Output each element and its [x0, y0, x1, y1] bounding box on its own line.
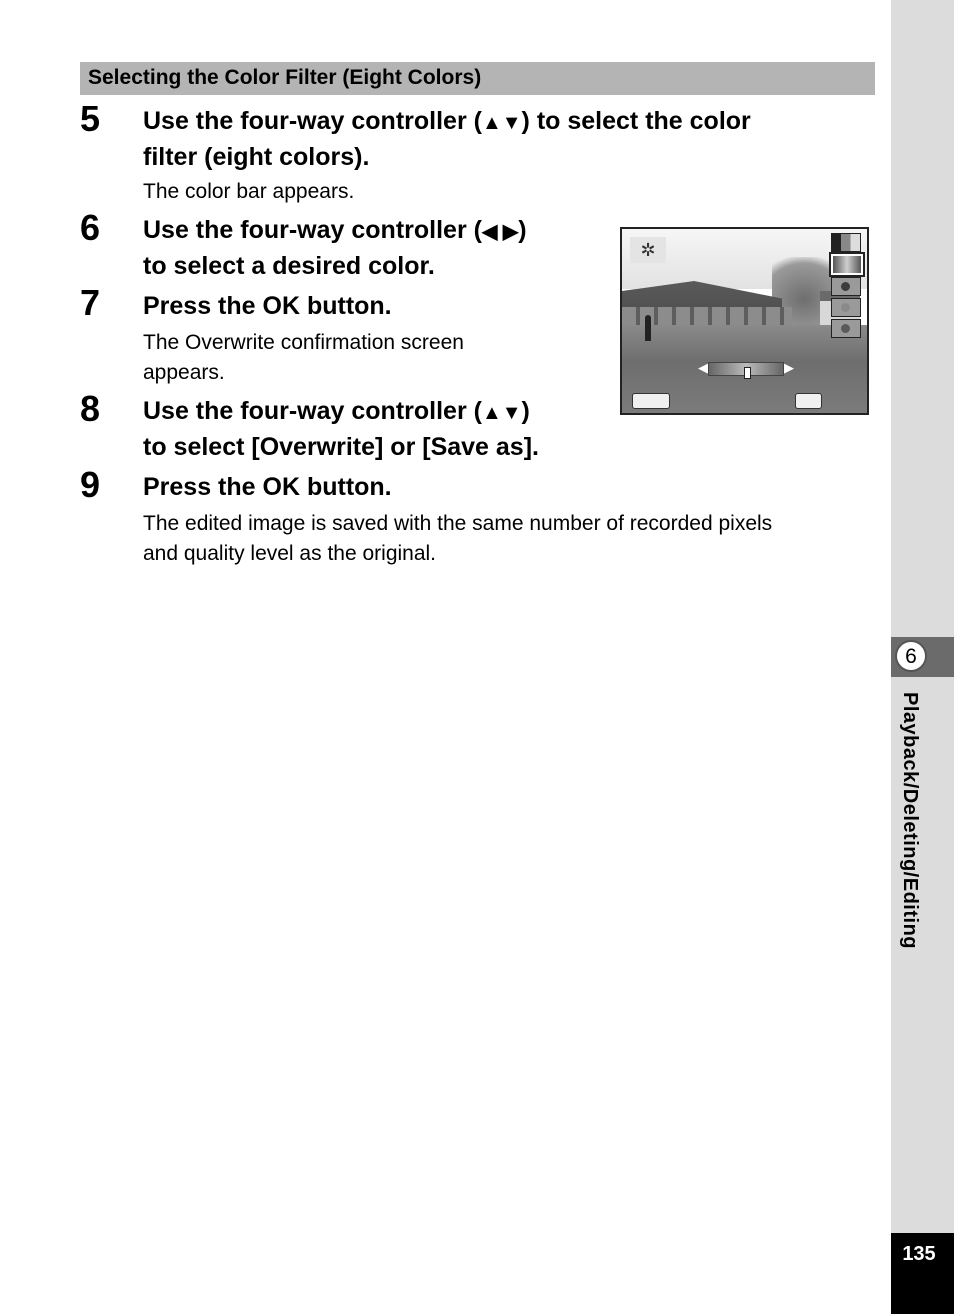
step-description: The edited image is saved with the same number of recorded pixels and quality level as the original. [143, 512, 773, 565]
ok-button-icon [795, 393, 822, 409]
step-title: Press the OK button. [143, 473, 392, 501]
swatch-dot [841, 282, 850, 291]
slider-track [708, 362, 784, 376]
step-title: Use the four-way controller (▲▼) to select the color filter (eight colors). [143, 107, 751, 171]
photo-person [645, 315, 651, 341]
left-arrow-icon: ◀ [698, 360, 708, 375]
color-swatch-selected [831, 254, 863, 275]
color-swatch [831, 298, 861, 317]
step-title: Use the four-way controller (▲▼) to select [Overwrite] or [Save as]. [143, 397, 539, 461]
chapter-number: 6 [895, 640, 927, 672]
color-filter-icon: ✲ [630, 237, 666, 263]
up-down-arrows-icon: ▲▼ [481, 112, 522, 134]
right-arrow-icon: ▶ [784, 360, 794, 375]
left-right-arrows-icon: ◀ ▶ [481, 221, 519, 243]
step-description: The color bar appears. [143, 180, 355, 203]
page-number: 135 [902, 1243, 936, 1265]
swatch-dot [841, 324, 850, 333]
color-swatch [831, 277, 861, 296]
swatch-dot [841, 303, 850, 312]
step-number: 7 [80, 282, 101, 323]
up-down-arrows-icon: ▲▼ [481, 402, 522, 424]
intensity-slider [698, 360, 794, 376]
camera-screen-illustration [620, 227, 869, 415]
color-swatch [831, 233, 861, 252]
step-title: Press the OK button. [143, 292, 392, 320]
chapter-title: Playback/Deleting/Editing [899, 692, 921, 950]
step-description: The Overwrite confirmation screen appears. [143, 331, 464, 384]
color-swatch [831, 319, 861, 338]
step-number: 5 [80, 98, 101, 139]
step-number: 6 [80, 207, 101, 248]
section-header: Selecting the Color Filter (Eight Colors) [80, 62, 875, 95]
menu-button-icon [632, 393, 670, 409]
step-number: 8 [80, 388, 101, 429]
step-title: Use the four-way controller (◀ ▶) to select a desired color. [143, 216, 527, 280]
step-number: 9 [80, 464, 101, 505]
slider-knob [744, 367, 751, 379]
color-bar [831, 233, 861, 340]
